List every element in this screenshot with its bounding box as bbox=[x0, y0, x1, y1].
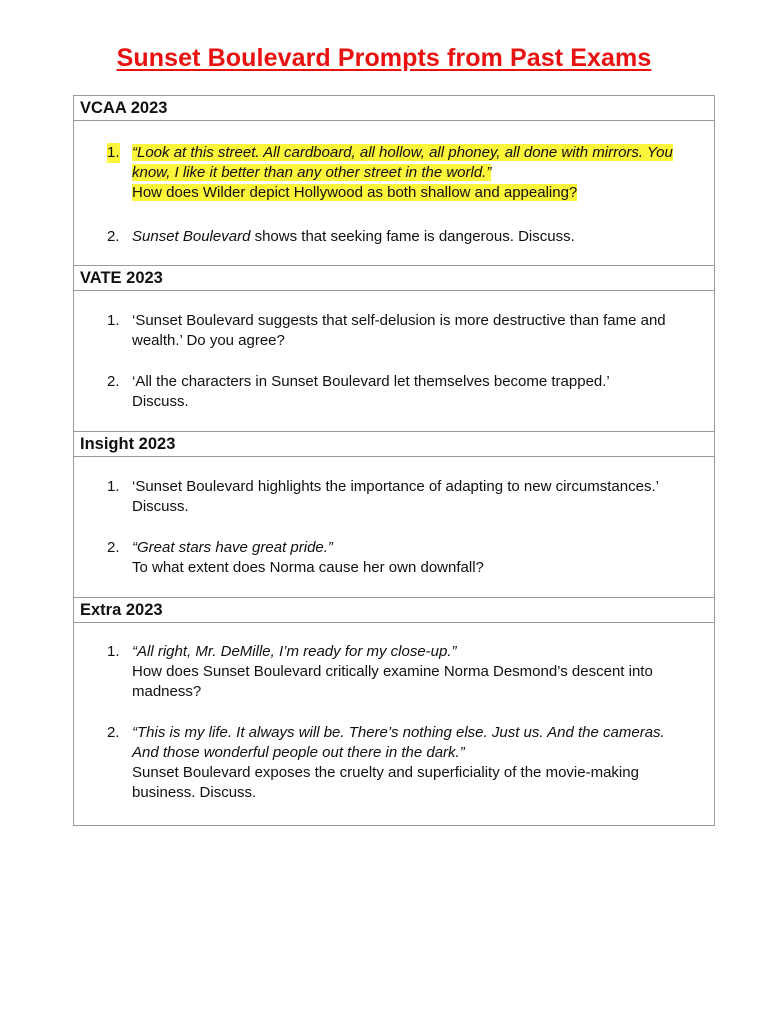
item-text bbox=[132, 642, 707, 702]
prompt-line: Discuss. bbox=[132, 393, 189, 410]
section-heading-insight: Insight 2023 bbox=[74, 431, 714, 457]
quote-line: “This is my life. It always will be. There’s nothing else. Just us. And the cameras. bbox=[132, 724, 665, 741]
quote-line: “Look at this street. All cardboard, all hollow, all phoney, all done with mirrors. You bbox=[132, 144, 673, 161]
prompt-line: wealth.’ Do you agree? bbox=[132, 332, 285, 349]
prompt-line: Discuss. bbox=[132, 498, 189, 515]
film-title: Sunset Boulevard bbox=[132, 228, 251, 245]
prompt-line: To what extent does Norma cause her own downfall? bbox=[132, 559, 484, 576]
item-number: 1. bbox=[107, 144, 120, 161]
item-number: 2. bbox=[107, 373, 120, 390]
item-number: 2. bbox=[107, 724, 120, 741]
item-text bbox=[132, 227, 707, 247]
section-heading-vate: VATE 2023 bbox=[74, 265, 714, 291]
quote-line: know, I like it better than any other street in the world.” bbox=[132, 164, 492, 181]
item-number: 1. bbox=[107, 312, 120, 329]
section-body-insight bbox=[74, 457, 714, 597]
section-body-vcaa bbox=[74, 121, 714, 265]
prompt-line: ‘Sunset Boulevard highlights the importance of adapting to new circumstances.’ bbox=[132, 478, 659, 495]
section-body-extra bbox=[74, 623, 714, 825]
quote-line: “Great stars have great pride.” bbox=[132, 539, 333, 556]
quote-line: “All right, Mr. DeMille, I’m ready for my close-up.” bbox=[132, 643, 457, 660]
prompts-table bbox=[73, 95, 715, 826]
prompt-line: Sunset Boulevard exposes the cruelty and superficiality of the movie-making bbox=[132, 764, 639, 781]
item-text bbox=[132, 538, 707, 578]
item-number: 1. bbox=[107, 478, 120, 495]
item-number: 1. bbox=[107, 643, 120, 660]
section-heading-extra: Extra 2023 bbox=[74, 597, 714, 623]
item-text bbox=[132, 723, 707, 803]
quote-line: And those wonderful people out there in the dark.” bbox=[132, 744, 465, 761]
section-body-vate bbox=[74, 291, 714, 431]
prompt-line: ‘All the characters in Sunset Boulevard let themselves become trapped.’ bbox=[132, 373, 610, 390]
prompt-line: How does Sunset Boulevard critically examine Norma Desmond’s descent into bbox=[132, 663, 653, 680]
prompt-line: shows that seeking fame is dangerous. Discuss. bbox=[250, 228, 575, 245]
prompt-line: ‘Sunset Boulevard suggests that self-delusion is more destructive than fame and bbox=[132, 312, 666, 329]
item-number: 2. bbox=[107, 539, 120, 556]
item-number: 2. bbox=[107, 228, 120, 245]
page-title: Sunset Boulevard Prompts from Past Exams bbox=[116, 44, 652, 72]
section-heading-vcaa: VCAA 2023 bbox=[74, 95, 714, 121]
prompt-line: How does Wilder depict Hollywood as both shallow and appealing? bbox=[132, 184, 578, 201]
item-text bbox=[132, 311, 707, 351]
item-text bbox=[132, 143, 707, 203]
item-text bbox=[132, 477, 707, 517]
prompt-line: business. Discuss. bbox=[132, 784, 257, 801]
item-text bbox=[132, 372, 707, 412]
prompt-line: madness? bbox=[132, 683, 202, 700]
table-bottom-rule bbox=[74, 825, 714, 826]
